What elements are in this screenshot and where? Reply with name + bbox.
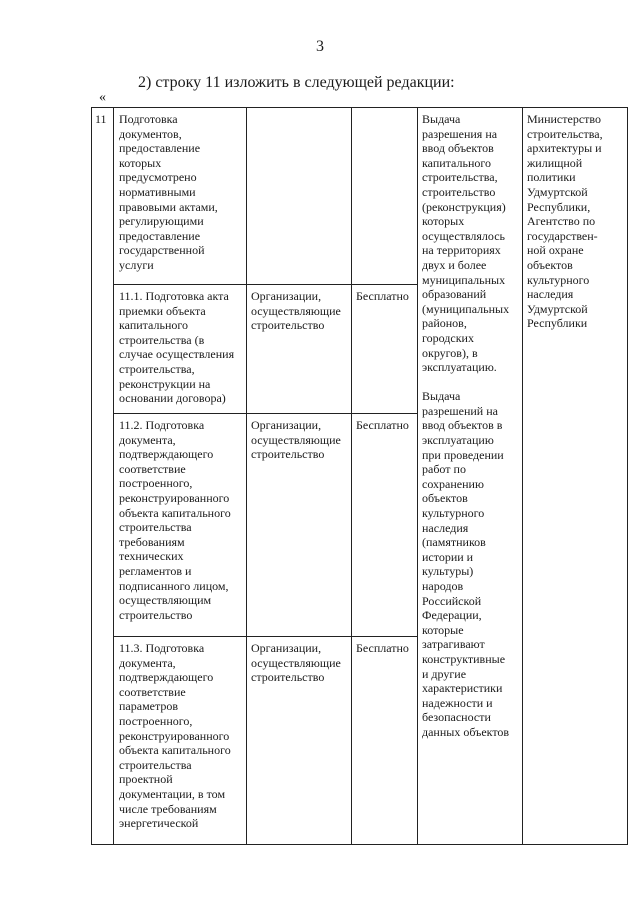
subservice-provider: Организации, осуществляющие строительство: [251, 418, 341, 462]
service-name-cell: [114, 108, 247, 285]
subservice-provider-cell: [247, 414, 352, 637]
services-table: [91, 107, 628, 845]
authority-cell: [523, 108, 628, 845]
subservice-cost: Бесплатно: [356, 418, 409, 432]
subservice-provider-cell: [247, 285, 352, 414]
amendment-intro: 2) строку 11 изложить в следующей редакции:: [138, 74, 455, 91]
provider-cell: [247, 108, 352, 285]
subservice-provider: Организации, осуществляющие строительство: [251, 289, 341, 333]
subservice-provider: Организации, осуществляющие строительство: [251, 641, 341, 685]
subservice-name-cell: [114, 414, 247, 637]
subservice-name: 11.1. Подготовка акта приемки объекта капитального строительства (в случае осуществления строительства, реконструкции на основании договора): [119, 289, 235, 406]
subservice-name-cell: [114, 637, 247, 845]
page-number: 3: [316, 38, 324, 55]
service-name: Подготовка документов, предоставление которых предусмотрено нормативными правовыми актами, регулирующими предоставление государственной услуги: [119, 112, 218, 272]
authority-text: Министерство строительства, архитектуры и жилищной политики Удмуртской Республики, Агентство по государствен- ной охране объектов культурного наследия Удмуртской Республики: [527, 112, 603, 331]
row-number: 11: [92, 108, 114, 845]
cost-cell: [352, 108, 418, 285]
opening-quote: «: [99, 90, 106, 105]
subservice-cost: Бесплатно: [356, 641, 409, 655]
subservice-name-cell: [114, 285, 247, 414]
table-row: [92, 108, 628, 285]
subservice-name: 11.2. Подготовка документа, подтверждающего соответствие построенного, реконструированного объекта капитального строительства требованиям технических регламентов и подписанного лицом, осуществляющим строительство: [119, 418, 231, 622]
subservice-cost-cell: [352, 285, 418, 414]
subservice-cost: Бесплатно: [356, 289, 409, 303]
subservice-cost-cell: [352, 414, 418, 637]
subservice-name: 11.3. Подготовка документа, подтверждающего соответствие параметров построенного, реконструированного объекта капитального строительства проектной документации, в том числе требованиям энергетической: [119, 641, 231, 831]
subservice-cost-cell: [352, 637, 418, 845]
subservice-provider-cell: [247, 637, 352, 845]
result-text: Выдача разрешения на ввод объектов капитального строительства, строительство (реконструкция) которых осуществлялось на территориях двух и более муниципальных образований (муниципальных районов, городских округов), в эксплуатацию. Выдача разрешений на ввод объектов в эксплуатацию при проведении работ по сохранению объектов культурного наследия (памятников истории и культуры) народов Российской Федерации, которые затрагивают конструктивные и другие характеристики надежности и безопасности данных объектов: [422, 112, 510, 739]
result-cell: [418, 108, 523, 845]
